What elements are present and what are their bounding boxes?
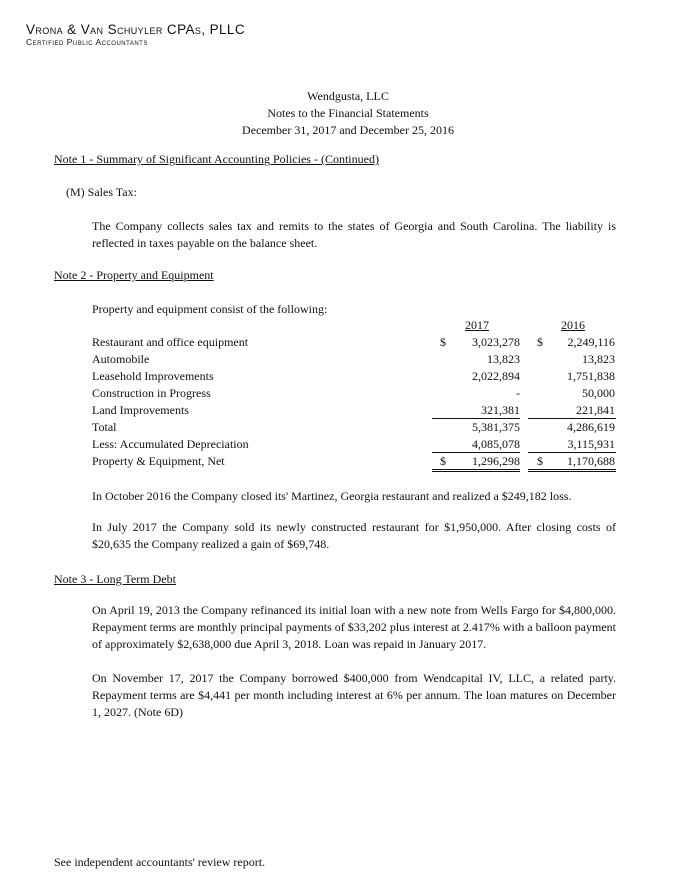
- footer-note: See independent accountants' review report.: [54, 855, 266, 869]
- table-row: [92, 437, 618, 453]
- subtotal-rule: [528, 418, 616, 419]
- table-row: [92, 386, 618, 402]
- value-2017: 13,823: [487, 352, 520, 366]
- company-name: Wendgusta, LLC: [307, 89, 389, 103]
- value-2016: 1,170,688: [567, 454, 615, 468]
- value-2016: 13,823: [582, 352, 615, 366]
- value-2017: 3,023,278: [472, 335, 520, 349]
- table-row: [92, 369, 618, 385]
- row-label: Property & Equipment, Net: [92, 454, 225, 468]
- row-label: Land Improvements: [92, 403, 189, 417]
- row-label: Total: [92, 420, 117, 434]
- year-header-2017: 2017: [465, 318, 489, 332]
- value-2016: 4,286,619: [567, 420, 615, 434]
- note1-title: Note 1 - Summary of Significant Accounting Policies - (Continued): [54, 152, 379, 166]
- table-row: [92, 420, 618, 436]
- row-label: Construction in Progress: [92, 386, 211, 400]
- value-2017: -: [516, 386, 520, 400]
- value-2017: 4,085,078: [472, 437, 520, 451]
- document-title: Notes to the Financial Statements: [267, 106, 429, 120]
- total-double-rule: [432, 469, 520, 472]
- value-2016: 221,841: [576, 403, 615, 417]
- note3-paragraph-2: On November 17, 2017 the Company borrowed $400,000 from Wendcapital IV, LLC, a related party. Repayment terms are $4,441 per month including interest at 6% per annum. The loan matures on December 1, 2027. (Note 6D): [92, 671, 616, 719]
- table-row: [92, 352, 618, 368]
- row-label: Leasehold Improvements: [92, 369, 214, 383]
- subtotal-rule: [432, 452, 520, 453]
- value-2017: 321,381: [481, 403, 520, 417]
- total-double-rule: [528, 469, 616, 472]
- note2-title: Note 2 - Property and Equipment: [54, 268, 214, 282]
- note2-paragraph-2: In July 2017 the Company sold its newly constructed restaurant for $1,950,000. After closing costs of $20,635 the Company realized a gain of $69,748.: [92, 520, 616, 551]
- note3-title: Note 3 - Long Term Debt: [54, 572, 176, 586]
- firm-header: [26, 22, 245, 47]
- dollar-sign: $: [537, 335, 543, 349]
- value-2017: 1,296,298: [472, 454, 520, 468]
- row-label: Automobile: [92, 352, 150, 366]
- firm-subtitle: Certified Public Accountants: [26, 37, 148, 47]
- note1-subheading: (M) Sales Tax:: [66, 185, 137, 199]
- value-2017: 5,381,375: [472, 420, 520, 434]
- value-2016: 50,000: [582, 386, 615, 400]
- note1-text: The Company collects sales tax and remits to the states of Georgia and South Carolina. The liability is reflected in taxes payable on the balance sheet.: [92, 219, 616, 250]
- value-2016: 2,249,116: [567, 335, 615, 349]
- note2-intro: Property and equipment consist of the following:: [92, 302, 328, 316]
- dollar-sign: $: [537, 454, 543, 468]
- table-row: [92, 403, 618, 419]
- subtotal-rule: [432, 418, 520, 419]
- note3-paragraph-1: On April 19, 2013 the Company refinanced its initial loan with a new note from Wells Fargo for $4,800,000. Repayment terms are monthly principal payments of $33,202 plus interest at 2.417% with a balloon payment of approximately $2,638,000 due April 3, 2018. Loan was repaid in January 2017.: [92, 603, 616, 651]
- row-label: Less: Accumulated Depreciation: [92, 437, 249, 451]
- note2-paragraph-1: In October 2016 the Company closed its' Martinez, Georgia restaurant and realized a $249,182 loss.: [92, 489, 572, 503]
- table-row: [92, 335, 618, 351]
- value-2016: 3,115,931: [567, 437, 615, 451]
- table-row: [92, 454, 618, 470]
- row-label: Restaurant and office equipment: [92, 335, 249, 349]
- value-2016: 1,751,838: [567, 369, 615, 383]
- firm-name: Vrona & Van Schuyler CPAs, PLLC: [26, 22, 245, 37]
- year-header-2016: 2016: [561, 318, 585, 332]
- subtotal-rule: [528, 452, 616, 453]
- period-line: December 31, 2017 and December 25, 2016: [242, 123, 454, 137]
- dollar-sign: $: [440, 454, 446, 468]
- value-2017: 2,022,894: [472, 369, 520, 383]
- dollar-sign: $: [440, 335, 446, 349]
